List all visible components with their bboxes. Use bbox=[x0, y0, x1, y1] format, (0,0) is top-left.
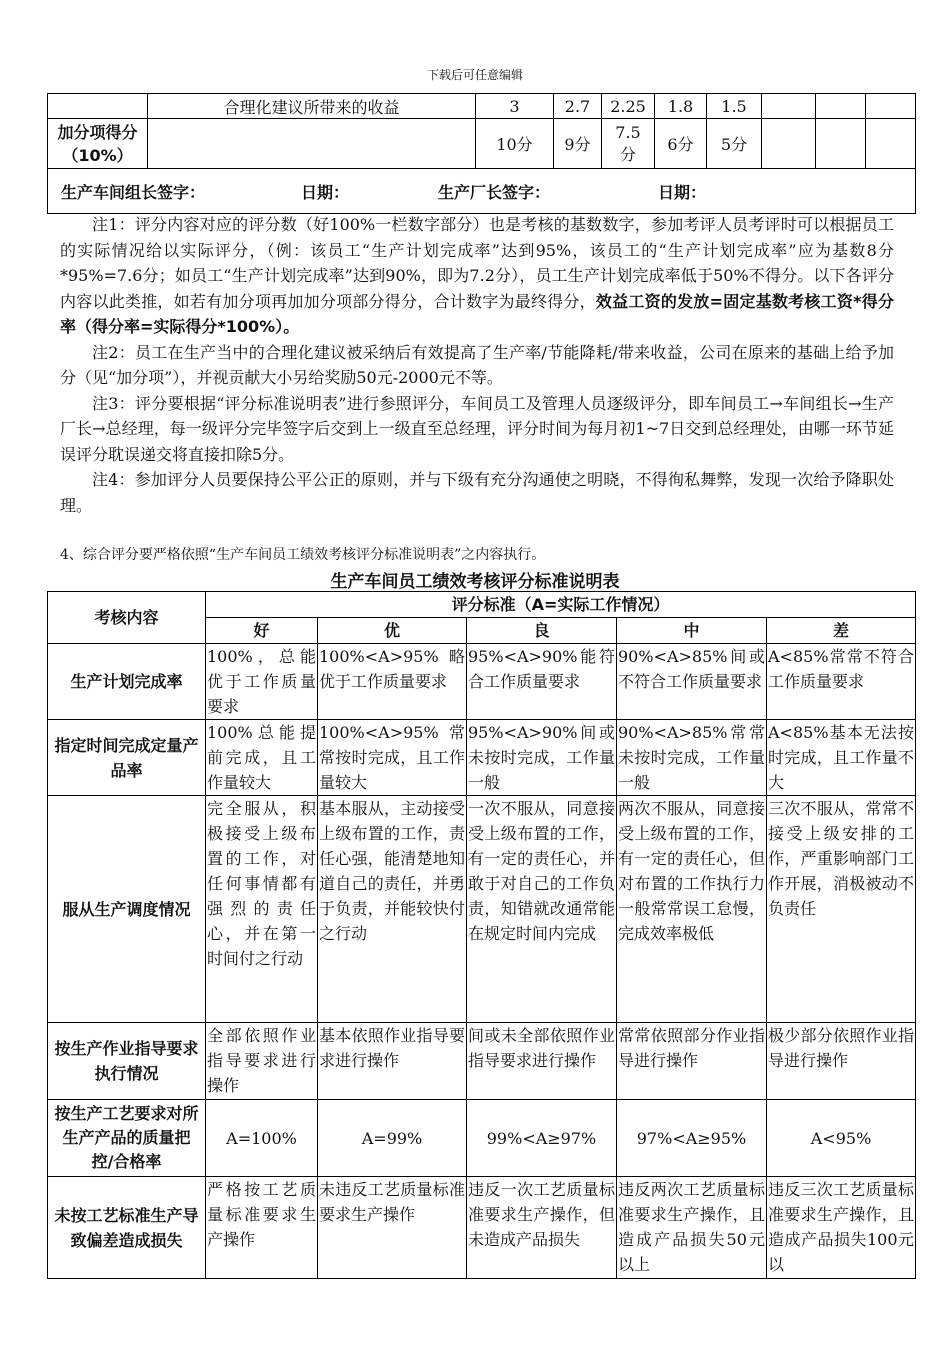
row-label: 未按工艺标准生产导致偏差造成损失 bbox=[48, 1177, 206, 1279]
bonus-score-label: 加分项得分 （10%） bbox=[48, 119, 148, 169]
grade-cell: 全部依照作业指导要求进行操作 bbox=[206, 1023, 318, 1100]
bonus-score-row bbox=[48, 119, 916, 169]
note-3: 注3：评分要根据“评分标准说明表”进行参照评分，车间员工及管理人员逐级评分，即车间员工→车间组长→生产厂长→总经理，每一级评分完毕签字后交到上一级直至总经理，评分时间为每月初1~7日交到总经理处，由哪一环节延误评分耽误递交将直接扣除5分。 bbox=[60, 393, 894, 464]
workshop-leader-date: 日期： bbox=[301, 183, 350, 202]
header-note: 下载后可任意编辑 bbox=[426, 68, 523, 82]
score-cell: 3 bbox=[476, 94, 554, 119]
grade-cell: A<85%常常不符合工作质量要求 bbox=[767, 644, 916, 720]
grade-cell: 100%总能提前完成，且工作量较大 bbox=[206, 720, 318, 796]
score-cell: 2.7 bbox=[554, 94, 602, 119]
grade-cell: 97%<A≥95% bbox=[617, 1100, 767, 1177]
table-row bbox=[48, 644, 916, 720]
grade-cell: 极少部分依照作业指导进行操作 bbox=[767, 1023, 916, 1100]
note-4: 注4：参加评分人员要保持公平公正的原则，并与下级有充分沟通使之明晓，不得徇私舞弊，发现一次给予降职处理。 bbox=[60, 470, 894, 515]
grade-cell: A=99% bbox=[318, 1100, 467, 1177]
grade-cell: 100%，总能优于工作质量要求 bbox=[206, 644, 318, 720]
grade-cell: 完全服从，积极接受上级布置的工作，对任何事情都有强烈的责任心，并在第一时间付之行动 bbox=[206, 796, 318, 1023]
table-row bbox=[48, 1023, 916, 1100]
factory-manager-date: 日期： bbox=[658, 183, 707, 202]
table-row bbox=[48, 796, 916, 1023]
grade-header: 优 bbox=[318, 618, 467, 644]
grade-cell: 未违反工艺质量标准要求生产操作 bbox=[318, 1177, 467, 1279]
score-cell: 5分 bbox=[707, 119, 762, 169]
grade-cell: 违反一次工艺质量标准要求生产操作，但未造成产品损失 bbox=[467, 1177, 617, 1279]
score-cell: 10分 bbox=[476, 119, 554, 169]
grade-cell: 100%<A>95%常常按时完成，且工作量较大 bbox=[318, 720, 467, 796]
standards-table bbox=[47, 591, 916, 1279]
grade-cell: 间或未全部依照作业指导要求进行操作 bbox=[467, 1023, 617, 1100]
grade-header: 良 bbox=[467, 618, 617, 644]
row-label: 服从生产调度情况 bbox=[48, 796, 206, 1023]
factory-manager-signature: 生产厂长签字： bbox=[438, 183, 551, 202]
grade-cell: 95%<A>90%能符合工作质量要求 bbox=[467, 644, 617, 720]
grade-cell: 95%<A>90%间或未按时完成，工作量一般 bbox=[467, 720, 617, 796]
workshop-leader-signature: 生产车间组长签字： bbox=[61, 183, 206, 202]
grade-cell: 严格按工艺质量标准要求生产操作 bbox=[206, 1177, 318, 1279]
grade-cell: 基本依照作业指导要求进行操作 bbox=[318, 1023, 467, 1100]
grade-cell: 违反两次工艺质量标准要求生产操作，且造成产品损失50元以上 bbox=[617, 1177, 767, 1279]
grade-cell: A=100% bbox=[206, 1100, 318, 1177]
score-cell: 1.5 bbox=[707, 94, 762, 119]
score-cell: 7.5 分 bbox=[602, 119, 655, 169]
grade-cell: 基本服从，主动接受上级布置的工作，责任心强，能清楚地知道自己的责任，并勇于负责，并能较快付之行动 bbox=[318, 796, 467, 1023]
score-cell: 9分 bbox=[554, 119, 602, 169]
grade-cell: 90%<A>85%间或不符合工作质量要求 bbox=[617, 644, 767, 720]
grade-header: 好 bbox=[206, 618, 318, 644]
table-row bbox=[48, 1100, 916, 1177]
grade-cell: 三次不服从，常常不接受上级安排的工作，严重影响部门工作开展，消极被动不负责任 bbox=[767, 796, 916, 1023]
row-label: 指定时间完成定量产品率 bbox=[48, 720, 206, 796]
note-1: 注1：评分内容对应的评分数（好100%一栏数字部分）也是考核的基数数字，参加考评人员考评时可以根据员工的实际情况给以实际评分，（例：该员工“生产计划完成率”达到95%，该员工的“生产计划完成率”应为基数8分*95%=7.6分；如员工“生产计划完成率”达到90%，即为7.2分），员工生产计划完成率低于50%不得分。以下各评分内容以此类推，如若有加分项再加加分项部分得分，合计数字为最终得分，效益工资的发放=固定基数考核工资*得分率（得分率=实际得分*100%）。 bbox=[60, 215, 894, 336]
note-1-formula: 效益工资的发放=固定基数考核工资*得分率（得分率=实际得分*100%）。 bbox=[60, 291, 894, 336]
grade-cell: 90%<A>85%常常未按时完成，工作量一般 bbox=[617, 720, 767, 796]
row-label: 按生产作业指导要求执行情况 bbox=[48, 1023, 206, 1100]
grade-cell: 99%<A≥97% bbox=[467, 1100, 617, 1177]
column-header-standards: 评分标准（A=实际工作情况） bbox=[206, 592, 916, 618]
row-label: 生产计划完成率 bbox=[48, 644, 206, 720]
notes-section bbox=[60, 212, 894, 518]
grade-cell: 违反三次工艺质量标准要求生产操作，且造成产品损失100元以 bbox=[767, 1177, 916, 1279]
grade-cell: A<95% bbox=[767, 1100, 916, 1177]
column-header-item: 考核内容 bbox=[48, 592, 206, 644]
grade-cell: 100%<A>95%略优于工作质量要求 bbox=[318, 644, 467, 720]
note-2: 注2：员工在生产当中的合理化建议被采纳后有效提高了生产率/节能降耗/带来收益，公司在原来的基础上给予加分（见“加分项”），并视贡献大小另给奖励50元-2000元不等。 bbox=[60, 342, 894, 387]
bonus-benefit-label: 合理化建议所带来的收益 bbox=[148, 94, 476, 119]
grade-header: 中 bbox=[617, 618, 767, 644]
score-cell: 2.25 bbox=[602, 94, 655, 119]
top-score-table bbox=[47, 93, 916, 214]
note-5: 4、综合评分要严格依照“生产车间员工绩效考核评分标准说明表”之内容执行。 bbox=[60, 547, 546, 563]
signature-row bbox=[48, 169, 916, 214]
row-label: 按生产工艺要求对所生产产品的质量把控/合格率 bbox=[48, 1100, 206, 1177]
table-row bbox=[48, 1177, 916, 1279]
score-cell: 6分 bbox=[655, 119, 707, 169]
bonus-benefit-row bbox=[48, 94, 916, 119]
grade-cell: 一次不服从，同意接受上级布置的工作，有一定的责任心，并敢于对自己的工作负责，知错就改通常能在规定时间内完成 bbox=[467, 796, 617, 1023]
grade-cell: 常常依照部分作业指导进行操作 bbox=[617, 1023, 767, 1100]
table-row bbox=[48, 720, 916, 796]
grade-cell: 两次不服从，同意接受上级布置的工作，有一定的责任心，但对布置的工作执行力一般常常误工怠慢，完成效率极低 bbox=[617, 796, 767, 1023]
standards-title: 生产车间员工绩效考核评分标准说明表 bbox=[330, 572, 620, 592]
grade-header: 差 bbox=[767, 618, 916, 644]
score-cell: 1.8 bbox=[655, 94, 707, 119]
grade-cell: A<85%基本无法按时完成，且工作量不大 bbox=[767, 720, 916, 796]
